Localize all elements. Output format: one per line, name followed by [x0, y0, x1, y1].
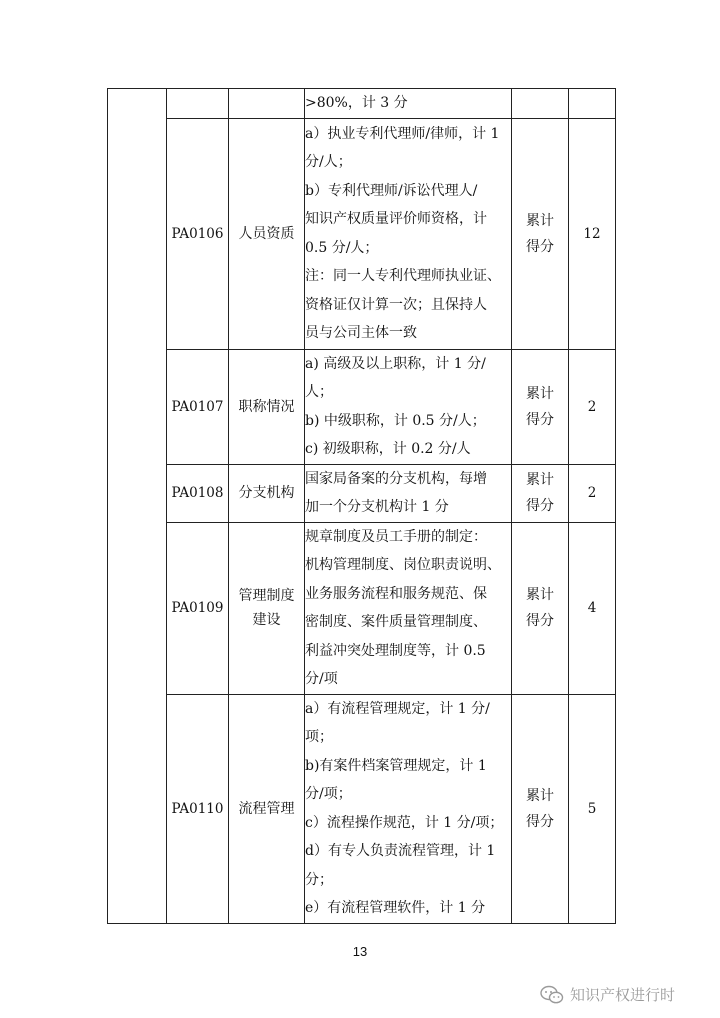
score-cell: 5: [569, 694, 616, 923]
table-row: [108, 694, 616, 923]
desc-cell: a）有流程管理规定，计 1 分/ 项； b)有案件档案管理规定，计 1 分/项； c）流程操作规范，计 1 分/项； d）有专人负责流程管理，计 1 分； e）有流程管理软件，计 1 分: [305, 694, 512, 923]
method-cell: 累计 得分: [512, 349, 569, 464]
item-cell: 职称情况: [229, 349, 305, 464]
item-cell: [229, 89, 305, 119]
wechat-icon: [540, 985, 564, 1005]
score-cell: 12: [569, 118, 616, 349]
method-cell: 累计 得分: [512, 694, 569, 923]
score-cell: [569, 89, 616, 119]
table-row: [108, 118, 616, 349]
method-cell: 累计 得分: [512, 464, 569, 522]
desc-cell: >80%，计 3 分: [305, 89, 512, 119]
code-cell: PA0109: [167, 522, 229, 694]
item-cell: 分支机构: [229, 464, 305, 522]
watermark: [540, 984, 675, 1005]
table-row: [108, 89, 616, 119]
table-row: [108, 349, 616, 464]
desc-cell: 规章制度及员工手册的制定： 机构管理制度、岗位职责说明、 业务服务流程和服务规范、保 密制度、案件质量管理制度、 利益冲突处理制度等，计 0.5 分/项: [305, 522, 512, 694]
table-row: [108, 522, 616, 694]
item-cell: 人员资质: [229, 118, 305, 349]
watermark-text: 知识产权进行时: [570, 986, 676, 1004]
code-cell: PA0110: [167, 694, 229, 923]
desc-cell: a）执业专利代理师/律师，计 1 分/人； b）专利代理师/诉讼代理人/ 知识产权质量评价师资格，计 0.5 分/人； 注：同一人专利代理师执业证、 资格证仅计算一次；且保持人 员与公司主体一致: [305, 118, 512, 349]
score-cell: 4: [569, 522, 616, 694]
item-cell: 管理制度 建设: [229, 522, 305, 694]
method-cell: 累计 得分: [512, 522, 569, 694]
table-row: [108, 464, 616, 522]
page-number: 13: [352, 944, 368, 959]
method-cell: 累计 得分: [512, 118, 569, 349]
item-cell: 流程管理: [229, 694, 305, 923]
score-cell: 2: [569, 464, 616, 522]
code-cell: PA0108: [167, 464, 229, 522]
code-cell: PA0107: [167, 349, 229, 464]
code-cell: PA0106: [167, 118, 229, 349]
score-cell: 2: [569, 349, 616, 464]
desc-cell: 国家局备案的分支机构，每增 加一个分支机构计 1 分: [305, 464, 512, 522]
method-cell: [512, 89, 569, 119]
code-cell: [167, 89, 229, 119]
scoring-table: [107, 88, 616, 924]
merged-category-cell: [108, 89, 167, 924]
desc-cell: a) 高级及以上职称，计 1 分/ 人； b) 中级职称，计 0.5 分/人； c) 初级职称，计 0.2 分/人: [305, 349, 512, 464]
